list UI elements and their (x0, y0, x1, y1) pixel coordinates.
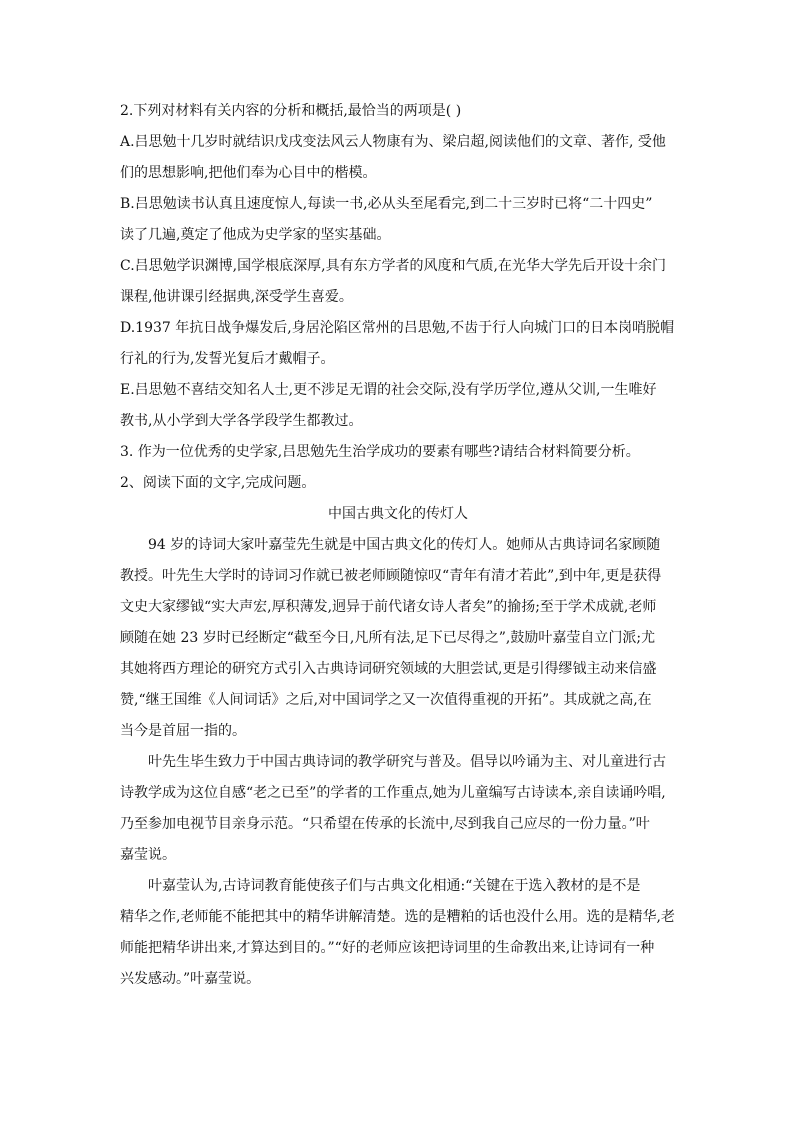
para3-line-4: 兴发感动。”叶嘉莹说。 (120, 971, 261, 987)
para1-line-2: 教授。叶先生大学时的诗词习作就已被老师顾随惊叹“青年有清才若此”,到中年,更是获得 (120, 568, 662, 584)
question-3: 3. 作为一位优秀的史学家,吕思勉先生治学成功的要素有哪些?请结合材料简要分析。 (120, 444, 640, 460)
option-d-line-2: 行礼的行为,发誓光复后才戴帽子。 (120, 351, 335, 367)
option-b-line-2: 读了几遍,奠定了他成为史学家的坚实基础。 (120, 227, 391, 243)
option-c-line-2: 课程,他讲课引经据典,深受学生喜爱。 (120, 289, 353, 305)
para2-line-2: 诗教学成为这位自感“老之已至”的学者的工作重点,她为儿童编写古诗读本,亲自读诵吟唱, (120, 785, 666, 801)
option-a-line-2: 们的思想影响,把他们奉为心目中的楷模。 (120, 165, 377, 181)
question-2-stem: 2.下列对材料有关内容的分析和概括,最恰当的两项是( ) (120, 103, 462, 119)
option-d-line-1: D.1937 年抗日战争爆发后,身居沦陷区常州的吕思勉,不齿于行人向城门口的日本岗哨脱帽 (120, 320, 675, 336)
para2-line-4: 嘉莹说。 (120, 847, 176, 863)
option-a-line-1: A.吕思勉十几岁时就结识戊戌变法风云人物康有为、梁启超,阅读他们的文章、著作, 受他 (120, 134, 666, 150)
para1-line-4: 顾随在她 23 岁时已经断定“截至今日,凡所有法,足下已尽得之”,鼓励叶嘉莹自立门派;尤 (120, 630, 656, 646)
option-e-line-1: E.吕思勉不喜结交知名人士,更不涉足无谓的社会交际,没有学历学位,遵从父训,一生唯好 (120, 382, 657, 398)
para1-line-7: 当今是首屈一指的。 (120, 723, 246, 739)
para3-line-1: 叶嘉莹认为,古诗词教育能使孩子们与古典文化相通:“关键在于选入教材的是不是 (148, 878, 641, 894)
para1-line-1: 94 岁的诗词大家叶嘉莹先生就是中国古典文化的传灯人。她师从古典诗词名家顾随 (148, 537, 661, 553)
document-page (120, 96, 676, 995)
para1-line-5: 其她将西方理论的研究方式引入古典诗词研究领域的大胆尝试,更是引得缪钺主动来信盛 (120, 661, 657, 677)
para1-line-6: 赞,“继王国维《人间词话》之后,对中国词学之又一次值得重视的开拓”。其成就之高,在 (120, 692, 652, 708)
para3-line-2: 精华之作,老师能不能把其中的精华讲解清楚。选的是糟粕的话也没什么用。选的是精华,老 (120, 909, 675, 925)
option-b-line-1: B.吕思勉读书认真且速度惊人,每读一书,必从头至尾看完,到二十三岁时已将“二十四史” (120, 196, 653, 212)
para1-line-3: 文史大家缪钺“实大声宏,厚积薄发,迥异于前代诸女诗人者矣”的揄扬;至于学术成就,老师 (120, 599, 657, 615)
section-2-heading: 2、阅读下面的文字,完成问题。 (120, 475, 316, 491)
passage-body (120, 530, 676, 995)
passage-title: 中国古典文化的传灯人 (328, 506, 468, 522)
para2-line-1: 叶先生毕生致力于中国古典诗词的教学研究与普及。倡导以吟诵为主、对儿童进行古 (148, 754, 666, 770)
para3-line-3: 师能把精华讲出来,才算达到目的。”“好的老师应该把诗词里的生命教出来,让诗词有一种 (120, 940, 655, 956)
option-c-line-1: C.吕思勉学识渊博,国学根底深厚,具有东方学者的风度和气质,在光华大学先后开设十余门 (120, 258, 667, 274)
para2-line-3: 乃至参加电视节目亲身示范。“只希望在传承的长流中,尽到我自己应尽的一份力量。”叶 (120, 816, 650, 832)
option-e-line-2: 教书,从小学到大学各学段学生都教过。 (120, 413, 363, 429)
